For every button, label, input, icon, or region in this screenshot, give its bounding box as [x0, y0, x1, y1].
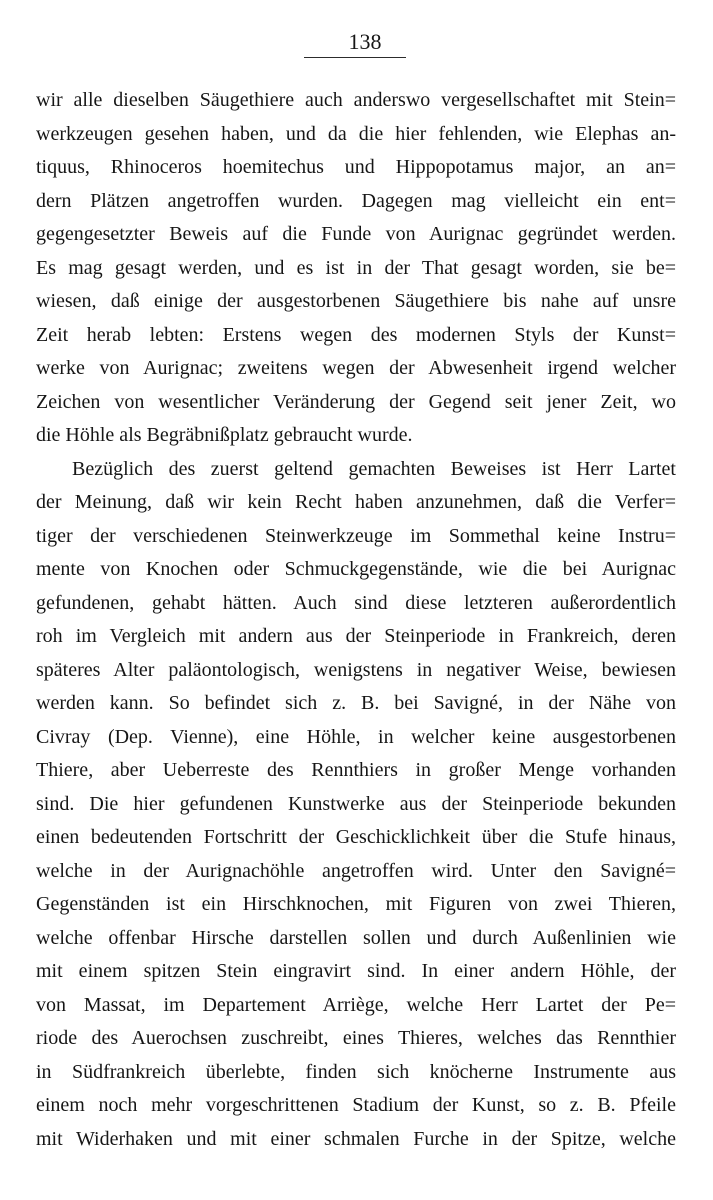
text-line: riode des Auerochsen zuschreibt, eines Thieres, welches das Rennthier: [36, 1027, 676, 1049]
text-line: Civray (Dep. Vienne), eine Höhle, in welcher keine ausgestorbenen: [36, 725, 676, 748]
text-line: werke von Aurignac; zweitens wegen der Abwesenheit irgend welcher: [36, 357, 676, 379]
text-line: die Höhle als Begräbnißplatz gebraucht wurde.: [36, 424, 413, 446]
text-line: welche offenbar Hirsche darstellen sollen und durch Außenlinien wie: [36, 926, 676, 949]
text-line: gegengesetzter Beweis auf die Funde von Aurignac gegründet werden.: [36, 223, 676, 245]
text-line: dern Plätzen angetroffen wurden. Dagegen mag vielleicht ein ent=: [36, 189, 676, 212]
text-line: Gegenständen ist ein Hirschknochen, mit Figuren von zwei Thieren,: [36, 893, 676, 915]
text-line: sind. Die hier gefundenen Kunstwerke aus der Steinperiode bekunden: [36, 792, 676, 815]
text-line: tiger der verschiedenen Steinwerkzeuge im Sommethal keine Instru=: [36, 524, 676, 547]
text-line: tiquus, Rhinoceros hoemitechus und Hippopotamus major, an an=: [36, 156, 676, 178]
text-line: wiesen, daß einige der ausgestorbenen Säugethiere bis nahe auf unsre: [36, 290, 676, 312]
text-line: mit einem spitzen Stein eingravirt sind. In einer andern Höhle, der: [36, 960, 676, 982]
text-line: Thiere, aber Ueberreste des Rennthiers in großer Menge vorhanden: [36, 759, 676, 781]
text-line: einen bedeutenden Fortschritt der Geschicklichkeit über die Stufe hinaus,: [36, 826, 676, 848]
body-text: [36, 84, 676, 1156]
text-line: roh im Vergleich mit andern aus der Steinperiode in Frankreich, deren: [36, 625, 676, 647]
text-line: mente von Knochen oder Schmuckgegenstände, wie die bei Aurignac: [36, 558, 676, 580]
text-line: späteres Alter paläontologisch, wenigstens in negativer Weise, bewiesen: [36, 658, 676, 681]
page-number-rule: [304, 57, 406, 58]
text-line: werden kann. So befindet sich z. B. bei Savigné, in der Nähe von: [36, 692, 676, 714]
text-line: Zeichen von wesentlicher Veränderung der Gegend seit jener Zeit, wo: [36, 390, 676, 413]
text-line: Es mag gesagt werden, und es ist in der That gesagt worden, sie be=: [36, 256, 676, 279]
text-line: gefundenen, gehabt hätten. Auch sind diese letzteren außerordentlich: [36, 591, 676, 614]
text-line: mit Widerhaken und mit einer schmalen Furche in der Spitze, welche: [36, 1127, 676, 1150]
text-line: einem noch mehr vorgeschrittenen Stadium der Kunst, so z. B. Pfeile: [36, 1094, 676, 1116]
text-line: in Südfrankreich überlebte, finden sich knöcherne Instrumente aus: [36, 1060, 676, 1083]
text-line: wir alle dieselben Säugethiere auch anderswo vergesellschaftet mit Stein=: [36, 89, 676, 111]
text-line: von Massat, im Departement Arriège, welche Herr Lartet der Pe=: [36, 993, 676, 1016]
page-number: 138: [348, 29, 382, 54]
text-line: der Meinung, daß wir kein Recht haben anzunehmen, daß die Verfer=: [36, 491, 676, 513]
text-line: welche in der Aurignachöhle angetroffen wird. Unter den Savigné=: [36, 859, 676, 882]
text-line: Bezüglich des zuerst geltend gemachten Beweises ist Herr Lartet: [72, 457, 676, 480]
text-line: werkzeugen gesehen haben, und da die hier fehlenden, wie Elephas an-: [36, 122, 676, 145]
text-line: Zeit herab lebten: Erstens wegen des modernen Styls der Kunst=: [36, 323, 676, 346]
